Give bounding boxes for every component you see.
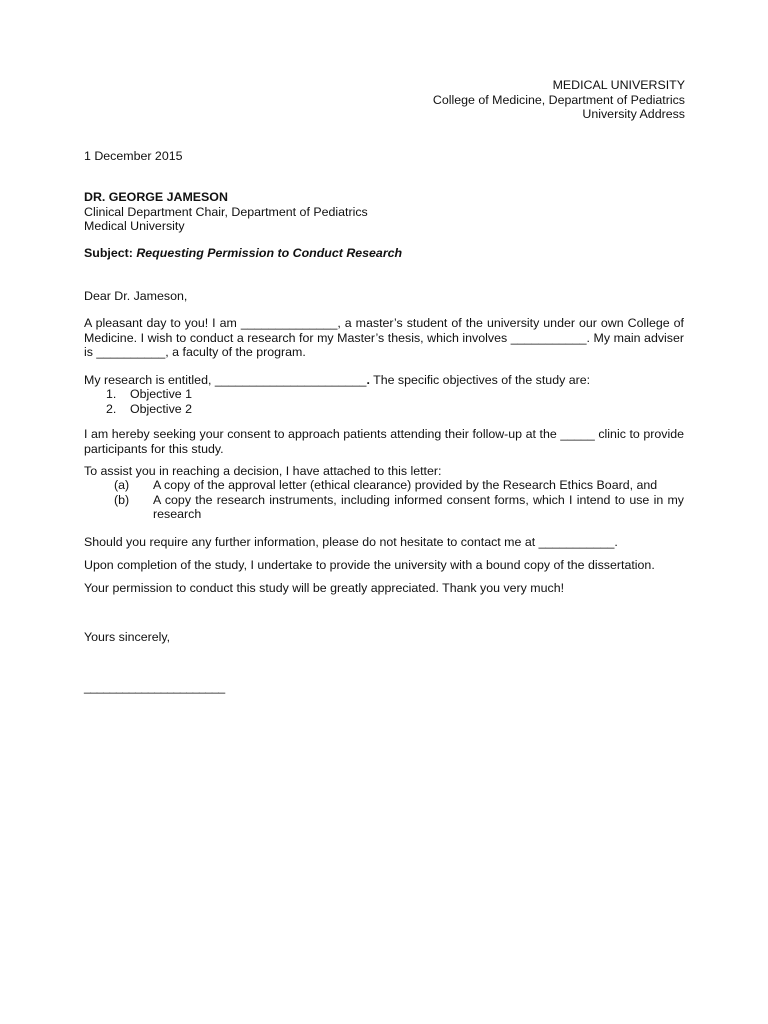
university-name: MEDICAL UNIVERSITY [552,78,685,92]
list-item-number: 1. [106,387,117,401]
objectives-list [106,387,192,416]
recipient-institution: Medical University [84,219,185,233]
recipient-title: Clinical Department Chair, Department of Pediatrics [84,204,368,219]
list-item [106,402,192,417]
consent-paragraph: I am hereby seeking your consent to approach patients attending their follow-up at the _____ clinic to provide participants for this study. [84,427,684,456]
list-item-text: A copy the research instruments, including informed consent forms, which I intend to use in my research [153,492,684,521]
salutation: Dear Dr. Jameson, [84,289,188,303]
subject-line [84,246,684,261]
contact-paragraph: Should you require any further information, please do not hesitate to contact me at ___________. [84,535,618,549]
permission-paragraph: Your permission to conduct this study will be greatly appreciated. Thank you very much! [84,581,565,595]
letterhead [380,78,685,122]
research-title-period: . [366,373,370,387]
research-title-text: My research is entitled, ______________________ [84,373,367,387]
signature-line: ______________________ [84,680,225,694]
recipient-block [84,190,584,234]
letter-date: 1 December 2015 [84,149,183,163]
attachments-list [84,478,684,522]
list-item-text: A copy of the approval letter (ethical clearance) provided by the Research Ethics Board, and [153,478,658,492]
university-address: University Address [582,107,685,121]
attachments-intro: To assist you in reaching a decision, I have attached to this letter: [84,464,442,478]
list-item-letter: (b) [114,492,130,507]
list-item [84,478,684,493]
closing: Yours sincerely, [84,630,171,644]
list-item-number: 2. [106,401,117,416]
list-item [106,387,192,402]
subject-text: Requesting Permission to Conduct Research [136,246,403,260]
completion-paragraph: Upon completion of the study, I undertake to provide the university with a bound copy of the dissertation. [84,558,655,572]
recipient-name: DR. GEORGE JAMESON [84,190,228,204]
subject-label: Subject: [84,246,133,260]
list-item-text: Objective 1 [130,387,192,401]
research-paragraph [84,373,684,388]
objectives-intro-text: The specific objectives of the study are: [369,373,591,387]
college-department: College of Medicine, Department of Pediatrics [432,92,685,107]
list-item [84,493,684,522]
list-item-letter: (a) [114,478,130,492]
list-item-text: Objective 2 [130,401,192,416]
intro-paragraph: A pleasant day to you! I am ______________, a master’s student of the university under our own College of Medicine. I wish to conduct a research for my Master’s thesis, which involves ___________. My main adviser is __________, a faculty of the program. [84,316,684,359]
